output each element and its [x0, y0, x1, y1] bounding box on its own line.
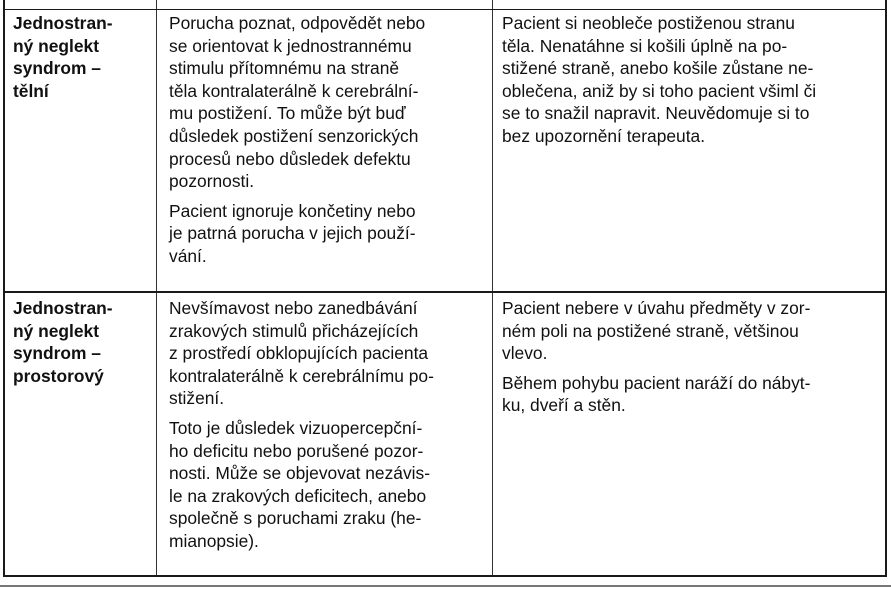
column-divider [492, 0, 493, 575]
column-divider [156, 0, 157, 575]
description-paragraph: Porucha poznat, odpovědět nebo se orientovat k jednostrannému stimulu přítomnému na straně těla kontralaterálně k cerebrální- mu postižení. To může být buď důsledek postižení senzorických procesů nebo důsledek defektu pozornosti. [169, 13, 426, 192]
example-paragraph: Pacient si neobleče postiženou stranu těla. Nenatáhne si košili úplně na po- stižené straně, anebo košile zůstane ne- oblečena, aniž by si toho pacient všiml či se to snažil napravit. Neuvědomuje si to bez upozornění terapeuta. [502, 13, 817, 146]
page-rule [0, 585, 891, 587]
syndrome-table [3, 0, 887, 577]
row-divider [5, 291, 885, 293]
syndrome-name: Jednostran- ný neglekt syndrom – prostorový [13, 298, 113, 386]
syndrome-name: Jednostran- ný neglekt syndrom – tělní [13, 13, 113, 101]
row-name-cell [13, 12, 153, 109]
description-cell [169, 297, 489, 560]
example-paragraph: Během pohybu pacient naráží do nábyt- ku, dveří a stěn. [502, 372, 811, 416]
description-paragraph: Pacient ignoruje končetiny nebo je patrná porucha v jejich použí- vání. [169, 200, 416, 266]
example-cell [502, 12, 887, 155]
description-cell [169, 12, 489, 275]
example-paragraph: Pacient nebere v úvahu předměty v zor- ném poli na postižené straně, většinou vlevo. [502, 298, 811, 364]
row-divider [5, 9, 885, 10]
description-paragraph: Nevšímavost nebo zanedbávání zrakových stimulů přicházejících z prostředí obklopujících pacienta kontralaterálně k cerebrálnímu po- stižení. [169, 298, 434, 409]
example-cell [502, 297, 887, 424]
row-name-cell [13, 297, 153, 394]
description-paragraph: Toto je důsledek vizuopercepční- ho deficitu nebo porušené pozor- nosti. Může se objevovat nezávis- le na zrakových deficitech, anebo společně s poruchami zraku (he- mianopsie). [169, 417, 430, 551]
